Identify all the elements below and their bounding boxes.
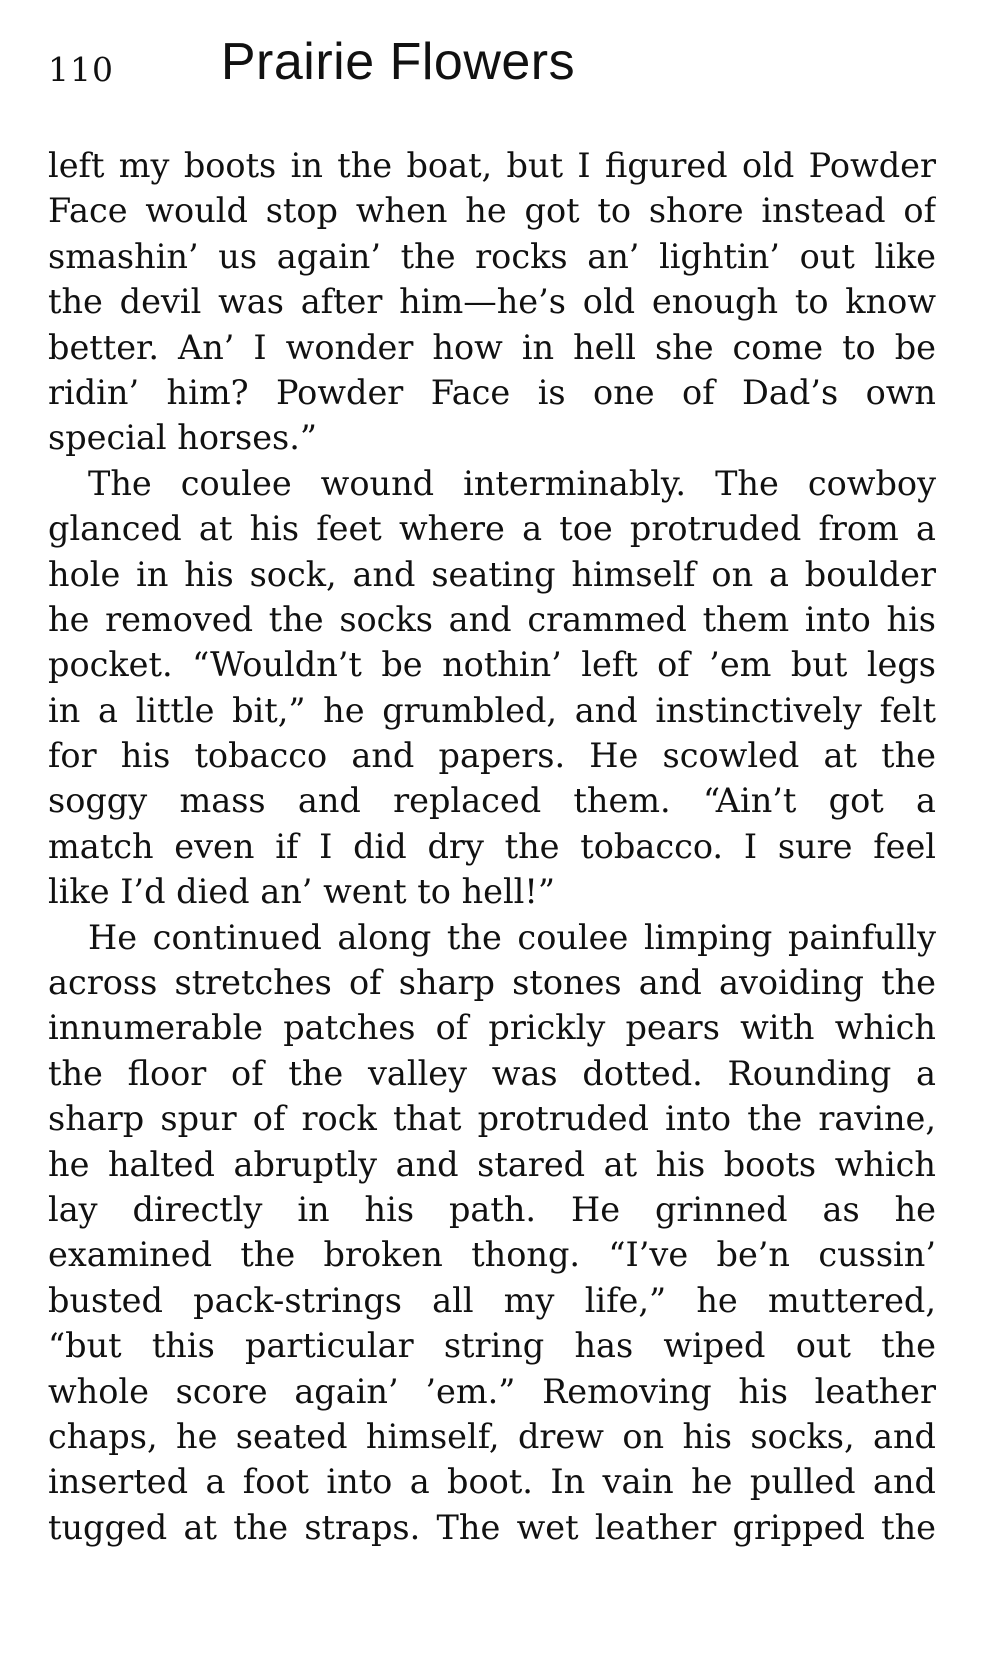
text-line: he halted abruptly and stared at his boots which [48, 1144, 936, 1184]
text-line: busted pack-strings all my life,” he muttered, [48, 1280, 936, 1320]
text-line: soggy mass and replaced them. “Ain’t got a [48, 781, 936, 821]
text-line: special horses.” [48, 418, 318, 458]
text-line: Face would stop when he got to shore instead of [48, 191, 936, 231]
text-line: He continued along the coulee limping painfully [88, 917, 936, 957]
text-line: like I’d died an’ went to hell!” [48, 872, 555, 912]
running-head [48, 28, 930, 98]
text-line: the floor of the valley was dotted. Rounding a [48, 1053, 936, 1093]
paragraph [48, 461, 936, 915]
body-text [48, 143, 936, 1550]
paragraph [48, 143, 936, 461]
text-line: “but this particular string has wiped out the [48, 1326, 936, 1366]
text-line: smashin’ us again’ the rocks an’ lightin’ out like [48, 236, 936, 276]
paragraph [48, 915, 936, 1550]
text-line: tugged at the straps. The wet leather gripped the [48, 1507, 936, 1547]
text-line: whole score again’ ’em.” Removing his leather [48, 1371, 936, 1411]
text-line: glanced at his feet where a toe protruded from a [48, 509, 936, 549]
text-line: pocket. “Wouldn’t be nothin’ left of ’em but legs [48, 645, 936, 685]
text-line: chaps, he seated himself, drew on his socks, and [48, 1416, 936, 1456]
text-line: ridin’ him? Powder Face is one of Dad’s own [48, 372, 936, 412]
text-line: better. An’ I wonder how in hell she come to be [48, 327, 936, 367]
running-title: Prairie Flowers [220, 33, 576, 91]
text-line: he removed the socks and crammed them into his [48, 599, 936, 639]
text-line: for his tobacco and papers. He scowled at the [48, 736, 936, 776]
text-line: match even if I did dry the tobacco. I sure feel [48, 826, 936, 866]
text-line: sharp spur of rock that protruded into the ravine, [48, 1099, 936, 1139]
text-line: inserted a foot into a boot. In vain he pulled and [48, 1462, 936, 1502]
text-line: left my boots in the boat, but I figured old Powder [48, 146, 936, 185]
page-number: 110 [48, 50, 114, 89]
text-line: The coulee wound interminably. The cowboy [88, 463, 936, 503]
text-line: in a little bit,” he grumbled, and instinctively felt [48, 690, 936, 730]
text-line: innumerable patches of prickly pears with which [48, 1008, 936, 1048]
text-line: examined the broken thong. “I’ve be’n cussin’ [48, 1235, 936, 1275]
text-line: across stretches of sharp stones and avoiding the [48, 963, 936, 1003]
text-line: the devil was after him—he’s old enough to know [48, 282, 936, 322]
text-line: hole in his sock, and seating himself on a boulder [48, 554, 936, 594]
text-line: lay directly in his path. He grinned as he [48, 1189, 936, 1229]
